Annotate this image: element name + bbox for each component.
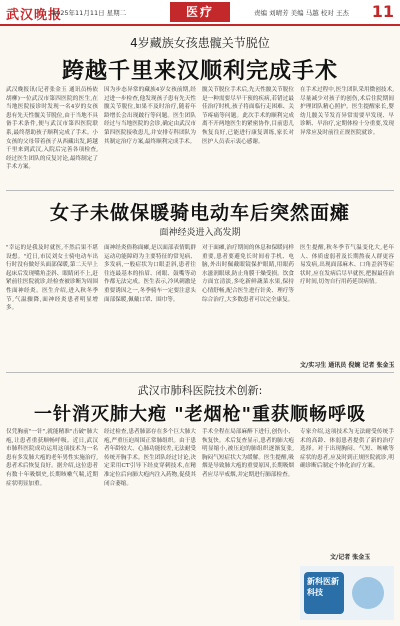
section-label: 医疗 — [170, 2, 230, 22]
section-badge-graphic — [300, 566, 394, 620]
story2-kicker: 面神经炎进入高发期 — [159, 228, 241, 238]
story1-column-3: 髋关节脱位手术后,先天性髋关节脱位是一种需要尽早干预的疾病,若错过最佳治疗时机,孩子将面临行走困难、关节疼痛等问题。此次手术的顺利完成离不开两地医生的紧密协作,目前患儿恢复良好,已能进行康复训练,家长对医护人员表示衷心感谢。 — [202, 87, 294, 145]
story3-column-2: 经过检查,患者肺部存在多个巨大肺大疱,严重压迫周围正常肺组织。由于患者年龄较大、心肺功能较差,无法耐受传统开胸手术。医生团队经过讨论,决定采用CT引导下经皮穿刺技术,在精准定位后向肺大疱内注入药物,促使其闭合萎缩。 — [104, 429, 196, 487]
story2-headline: 女子未做保暖骑电动车后突然面瘫 — [49, 202, 350, 224]
section-badge-text: 新科医新科技 — [307, 577, 339, 597]
story3-byline: 文/记者 张金玉 — [330, 554, 371, 561]
page-number: 11 — [371, 2, 394, 21]
story2-byline: 文/实习生 通讯员 倪婉 记者 张金玉 — [300, 362, 395, 369]
story1-column-1: 武汉晚报讯(记者张金玉 通讯员杨依 胡柳)一位武汉市第四医院的医生,在当地医院接诊时发现一名4岁的女孩患有先天性髋关节脱位,由于当地不具备手术条件,便与武汉市第四医院联系,最终帮助孩子顺利完成了手术。小女孩的父母带着孩子从西藏出发,跨越千里来到武汉,入院后完善各项检查,经过医生团队的反复讨论,最终制定了手术方案。 — [6, 87, 98, 171]
badge-circle — [352, 577, 384, 609]
story3-column-4: 专家介绍,这项技术为无法耐受传统手术的高龄、体弱患者提供了新的治疗选择。对于出现胸闷、气短、咳嗽等症状的患者,应及时到正规医院就诊,明确诊断后制定个体化治疗方案。 — [300, 429, 394, 470]
masthead — [0, 0, 400, 26]
story1-kicker: 4岁藏族女孩患髋关节脱位 — [130, 36, 270, 50]
editor-credits: 责编 刘晴芳 美编 马越 校对 王杰 — [254, 9, 349, 17]
newspaper-logo: 武汉晚报 — [6, 8, 63, 23]
story2-column-1: "幸运的是我及时就医,不然后果不堪设想。"近日,市民刘女士骑电动车出行时没有做好头面部保暖,第二天早上起床后发现嘴角歪斜、眼睛闭不上,赶紧前往医院就诊,经检查被诊断为周围性面神经炎。医生介绍,进入秋冬季节,气温骤降,面神经炎患者明显增多。 — [6, 245, 98, 312]
section-divider-2 — [6, 372, 394, 373]
story2-column-3: 对于面瘫,治疗期间的休息和保暖同样重要,患者要避免长时间看手机、电脑,外出时佩戴眼镜保护眼睛,用眼药水滋润眼球,防止角膜干燥受损。饮食方面宜清淡,多吃新鲜蔬菜水果,保持心情舒畅,配合医生进行针灸、理疗等综合治疗,大多数患者可以完全康复。 — [202, 245, 294, 303]
story1-headline: 跨越千里来汉顺利完成手术 — [61, 59, 338, 84]
story3-column-3: 手术全程在局部麻醉下进行,创伤小、恢复快。术后复查显示,患者的肺大疱明显缩小,被压迫的肺组织逐渐复张,胸闷气短症状大为缓解。医生提醒,吸烟是导致肺大疱的重要原因,长期吸烟者应尽早戒烟,并定期进行肺部检查。 — [202, 429, 294, 478]
story3-headline: 一针消灭肺大疱 "老烟枪"重获顺畅呼吸 — [33, 404, 367, 425]
story1-column-2: 因为步态异常的藏族4岁女孩前期,经过进一步检查,他发现孩子患有先天性髋关节脱位,如果不及时治疗,随着年龄增长会出现跛行等问题。医生团队经过与当地医院的会诊,确定由武汉市第四医院接收患儿,并安排专科团队为其制定治疗方案,最终顺利完成手术。 — [104, 87, 196, 145]
issue-date: 2025年11月11日 星期二 — [52, 9, 127, 17]
story3-column-1: 仅凭胸前"一针",就能精准"击破"肺大疱,让患者重获顺畅呼吸。近日,武汉市肺科医院成功运用这项技术为一名患有多发肺大疱的老年男性实施治疗,患者术后恢复良好。据介绍,这位患者有数十年吸烟史,长期咳嗽气喘,近期症状明显加重。 — [6, 429, 98, 487]
story1-column-4: 在手术过程中,医生团队采用微创技术,尽量减少对孩子的创伤,术后住院期间护理团队精心照护。医生提醒家长,婴幼儿髋关节发育异常需要早发现、早诊断、早治疗,定期体检十分重要,发现异常应及时前往正规医院就诊。 — [300, 87, 394, 136]
section-divider-1 — [6, 190, 394, 191]
story2-column-4: 医生提醒,秋冬季节气温变化大,老年人、体质虚弱者及长期熬夜人群更容易发病,出现面部麻木、口角歪斜等症状时,应在发病后尽早就医,把握最佳治疗时间,切勿自行用药延误病情。 — [300, 245, 394, 286]
story3-kicker: 武汉市肺科医院技术创新: — [137, 384, 263, 397]
story2-column-2: 面神经炎俗称面瘫,是以面部表情肌群运动功能障碍为主要特征的常见病、多发病,一般症状为口眼歪斜,患者往往连最基本的抬眉、闭眼、鼓嘴等动作都无法完成。医生表示,冷风刺激是重要诱因之一,冬季骑车一定要注意头面部保暖,佩戴口罩、围巾等。 — [104, 245, 196, 303]
